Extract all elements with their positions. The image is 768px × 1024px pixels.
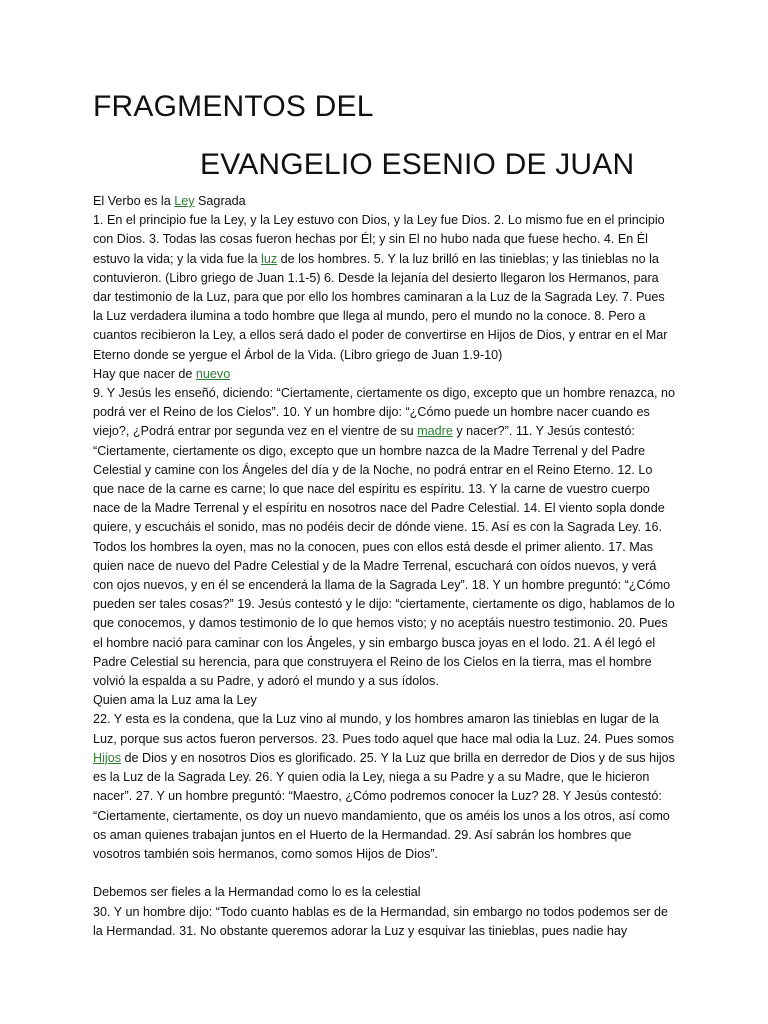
paragraph-text: de los hombres. 5. Y la luz brilló en las tinieblas; y las tinieblas no la contuvieron. (Libro griego de Juan 1.1-5) 6. Desde la lejanía del desierto llegaron los Hermanos, para dar testimonio de la Luz, para que por ello los hombres caminaran a la Luz de la Sagrada Ley. 7. Pues la Luz verdadera ilumina a todo hombre que llega al mundo, pero el mundo no la conoce. 8. Pero a cuantos recibieron la Ley, a ellos será dado el poder de convertirse en Hijos de Dios, y entrar en el Mar Eterno donde se yergue el Árbol de la Vida. (Libro griego de Juan 1.9-10)	[93, 251, 668, 362]
section-heading-luz: Quien ama la Luz ama la Ley	[93, 693, 257, 708]
paragraph-spacer	[93, 864, 675, 883]
paragraph-verbo	[93, 211, 675, 365]
paragraph-nacer	[93, 384, 675, 691]
section-heading-ley	[93, 192, 675, 211]
document-title-line-2: EVANGELIO ESENIO DE JUAN	[200, 148, 635, 181]
nuevo-link[interactable]: nuevo	[195, 366, 231, 381]
paragraph-text: y nacer?”. 11. Y Jesús contestó: “Ciertamente, ciertamente os digo, excepto que un hombre nazca de la Madre Terrenal y del Padre Celestial y camine con los Ángeles del día y de la Noche, no podrá entrar en el Reino Eterno. 12. Lo que nace de la carne es carne; lo que nace del espíritu es espíritu. 13. Y la carne de vuestro cuerpo nace de la Madre Terrenal y el espíritu en nosotros nace del Padre Celestial. 14. El viento sopla donde quiere, y escucháis el sonido, mas no podéis decir de dónde viene. 15. Así es con la Sagrada Ley. 16. Todos los hombres la oyen, mas no la conocen, pues con ellos está desde el primer aliento. 17. Mas quien nace de nuevo del Padre Celestial y de la Madre Terrenal, escuchará con oídos nuevos, y verá con ojos nuevos, y en él se encenderá la llama de la Sagrada Ley”. 18. Y un hombre preguntó: “¿Cómo pueden ser tales cosas?” 19. Jesús contestó y le dijo: “ciertamente, ciertamente os digo, hablamos de lo que conocemos, y damos testimonio de lo que hemos visto; y no aceptáis nuestro testimonio. 20. Pues el hombre nació para caminar con los Ángeles, y sin embargo busca joyas en el lodo. 21. A él legó el Padre Celestial su herencia, para que construyera el Reino de los Cielos en la tierra, mas el hombre volvió la espalda a su Padre, y adoró el mundo y a sus ídolos.	[93, 424, 675, 689]
paragraph-text: 9. Y Jesús les enseñó, diciendo: “Ciertamente, ciertamente os digo, excepto que un hombre renazca, no podrá ver el Reino de los Cielos”. 10. Y un hombre dijo: “¿Cómo puede un hombre nacer cuando es viejo?, ¿Podrá entrar por segunda vez en el vientre de su	[93, 386, 675, 439]
luz-link[interactable]: luz	[261, 251, 278, 266]
paragraph-text: 22. Y esta es la condena, que la Luz vino al mundo, y los hombres amaron las tinieblas en lugar de la Luz, porque sus actos fueron perversos. 23. Pues todo aquel que hace mal odia la Luz. 24. Pues somos	[93, 712, 675, 746]
paragraph-hermandad: 30. Y un hombre dijo: “Todo cuanto hablas es de la Hermandad, sin embargo no todos podemos ser de la Hermandad. 31. No obstante queremos adorar la Luz y esquivar las tinieblas, pues nadie hay	[93, 904, 669, 938]
section-heading-hermandad: Debemos ser fieles a la Hermandad como lo es la celestial	[93, 885, 421, 900]
paragraph-text: de Dios y en nosotros Dios es glorificado. 25. Y la Luz que brilla en derredor de Dios y de sus hijos es la Luz de la Sagrada Ley. 26. Y quien odia la Ley, niega a su Padre y a su Madre, que le hicieron nacer”. 27. Y un hombre preguntó: “Maestro, ¿Cómo podremos conocer la Luz? 28. Y Jesús contestó: “Ciertamente, ciertamente, os doy un nuevo mandamiento, que os améis los unos a los otros, así como os aman quienes trabajan juntos en el Huerto de la Hermandad. 29. Así sabrán los hombres que vosotros también sois hermanos, como somos Hijos de Dios”.	[93, 750, 675, 861]
hijos-link[interactable]: Hijos	[93, 750, 121, 765]
ley-link[interactable]: Ley	[174, 194, 195, 208]
section-heading-nacer	[93, 365, 675, 384]
heading-text: El Verbo es la	[93, 194, 175, 208]
madre-link[interactable]: madre	[417, 424, 453, 439]
paragraph-text: 1. En el principio fue la Ley, y la Ley estuvo con Dios, y la Ley fue Dios. 2. Lo mismo fue en el principio con Dios. 3. Todas las cosas fueron hechas por Él; y sin El no hubo nada que fuese hecho. 4. En Él estuvo la vida; y la vida fue la	[93, 213, 665, 266]
document-title-line-1: FRAGMENTOS DEL	[93, 90, 374, 123]
paragraph-luz	[93, 710, 675, 864]
document-body	[93, 192, 675, 941]
heading-text: Sagrada	[194, 194, 246, 208]
heading-text: Hay que nacer de	[93, 366, 196, 381]
